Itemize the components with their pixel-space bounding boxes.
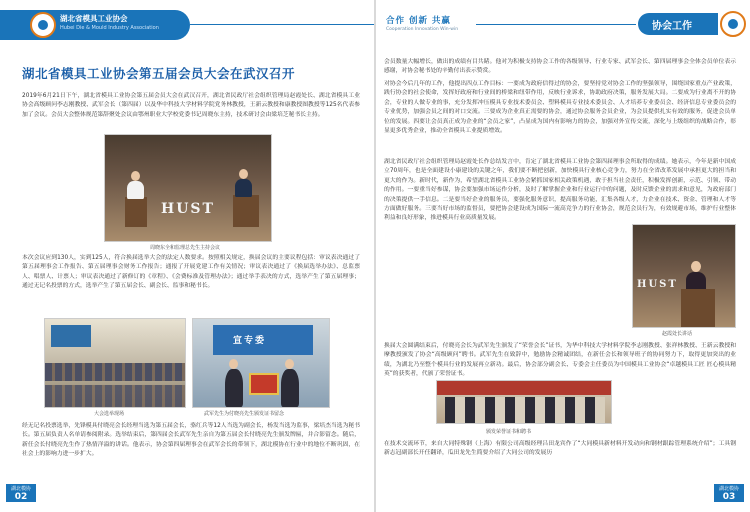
page-number-left: 02 [14, 492, 28, 502]
photo-award-ceremony: 宣专委 [192, 318, 330, 408]
header-subtitle: Hubei Die & Mould Industry Association [60, 25, 159, 31]
header-rule [190, 24, 374, 25]
header-rule-right [476, 24, 636, 25]
footer-page-tag-left: 湖北模协 02 [6, 484, 36, 502]
association-logo-icon [30, 12, 56, 38]
header-slogan: 合作 创新 共赢 [386, 16, 451, 26]
paragraph-agenda: 本次会议应到130人，实到125人，符合换届选举大会的法定人数要求。按照相关规定，换届会议的主要议程包括：审议表决通过了第五届理事会工作报告、第五届理事会财务工作报告；通报了开展党建工作有关情况；审议表决通过了《换届选举办法》、总监票人、唱票人、计票人；审议表决通过了新修订的《章程》、《会费标准及管理办法》；通过举手表决的方式，选举产生了第五届理事；通过无记名投票的方式，选举产生了第五届会长、副会长、监事和秘书长。 [22, 255, 360, 290]
photo2-caption: 大会选举现场 [94, 411, 125, 417]
article-title: 湖北省模具工业协会第五届会员大会在武汉召开 [22, 66, 296, 81]
photo4-caption: 赵霞处长讲话 [662, 331, 693, 337]
paragraph-goals: 对协会今后几年的工作，他提出四点工作目标：一要成为政府信得过的协会，要坚持党对协会工作的坚强领导，围绕国家重点产业政策，践行协会的社会使命，发挥好政府和行业间的桥梁和纽带作用，反映行业诉求，协助政府决策，服务发展大局。二要成为行业离不开的协会，专业的人做专业的事，充分发挥冲压模具专业技术委员会、塑料模具专业技术委员会、人才培养专业委员会、经济信息专业委员会的专业优势，加强会员之间的对口交流。三要成为企业真正需要的协会，通过协会服务会员企业，为会员提供扎实有效的服务，促进会员单位的发展。四要让会员真正成为企业的“会员之家”，凸显成为国内有影响力的协会，加强对外宣传交流，深化与上级组织的战略合作，彰显更多优秀企业，推动全省模具工业提质增效。 [384, 81, 736, 135]
left-page [0, 0, 374, 512]
photo5-caption: 颁发荣誉证书和聘书 [486, 429, 532, 435]
photo1-caption: 周晓东全和监理总先生主持会议 [150, 245, 221, 251]
page-number-right: 03 [722, 492, 736, 502]
header-title: 湖北省模具工业协会 [60, 14, 128, 23]
footer-page-tag-right: 湖北模协 03 [714, 484, 744, 502]
paragraph-thanks: 会员数量大幅增长，做出的成绩有目共睹。他对为积极支持协会工作的各级领导、行业专家、武军会长、第四届理事会全体会员单位表示感谢，对协会秘书处的辛勤付出表示赞赏。 [384, 59, 736, 75]
right-page [376, 0, 750, 512]
paragraph-tech-exchange: 在技术交流环节，来自大同特殊钢（上海）有限公司高级经理吕田龙宾作了“大同模具新材料开发动向和钢材跟踪管理系统介绍”；工具钢新志冠副部长开任翻译，瓜田龙先生简要介绍了大同公司的发展历 [384, 441, 736, 457]
paragraph-election-result: 经无记名投票选举，先锋模具付晓亮会长经理当选为第五届会长，骆红兵等12人当选为副会长，杨发当选为监事，梁培杰当选为秘书长。第五届负责人名单请参阅附录。选举结束后，第四届会长武军先生亲自为第五届会长付晓亮先生颁发牌匾，并合影留念。随后，新任会长付晓亮先生作了热情洋溢的讲话。他表示，协会第四届理事会在武军会长的带领下，湖北模协在行业中的地位不断巩固，在社会上的影响力进一步扩大。 [22, 423, 360, 458]
photo-election-hall [44, 318, 186, 408]
association-logo-icon-right [720, 11, 746, 37]
photo-director-speech: HUST [632, 224, 736, 328]
paragraph-intro: 2019年6月21日下午，湖北省模具工业协会第五届会员大会在武汉召开，湖北省民政厅社会组织管理局赵霞处长、湖北省模具工业协会高级顾问李志刚教授、武军会长（第四届）以及华中科技大学材料学院党务林教授，王新云教授和康教授图教授等125名代表参加了会议。会员大会整体规范第辞聚处会议由鄂州职业大学校党委书记周晓东主持，技术研讨会由梁培芝秘书长主持。 [22, 93, 360, 118]
photo-host-speaking: HUST [104, 134, 272, 242]
header-slogan-subtitle: Cooperation Innovation Win-win [386, 27, 459, 32]
photo3-caption: 武军先生为付晓亮先生颁发证书留念 [204, 411, 285, 417]
photo-certificates [436, 380, 612, 424]
plaque-icon [249, 373, 279, 395]
paragraph-awards: 换届大会圆满结束后，付晓亮会长为武军先生颁发了“荣誉会长”证书，为华中科技大学材料学院李志刚教授、张祥林教授、王新云教授和摩教授颁发了协会“高级顾问”聘书。武军先生在致辞中，勉励协会精诚团结，在新任会长和领导班子的协同努力下，取得更加突出的业绩，为湖北乃至整个模具行业的发展再立新功。最后，协会部分副会长、专委会主任委员为中国模具工业协会“卓越模具工匠 匠心模具精英”的获奖者，代颁了荣誉证书。 [384, 343, 736, 378]
paragraph-director-speech-a: 湖北省民政厅社会组织管理局赵霞处长作总结发言中，肯定了湖北省模具工业协会第四届理事会所取得的成绩。她表示，今年是新中国成立70周年，也是全面建设小康建设的关键之年，我们要不断把创新，加快模具行业核心竞争力，努力在全省改革发展中承担更大的担当和更大的作为。新时代，新作为，希望湖北省模具工业协会紧抓国家相关政策机遇，敢于担当社会责任，积极发挥创新，示范、引领、带动的作用。一要重当好参谋，协会要加强市场运作分析，及时了解掌握企业和行业运行中的问题，及时反馈企业的需求和意见，为政府部门的决策提供一手信息。二是要当好企业的服务员，要强化服务意识，提高服务功能，汇集各级人才，力企业在技术、资金、管理和人才等方面做好服务。三要当好市场的监督员，要把协会建设成为国际一流高竞争力的行业协会，规范会员行为，有效规避市场，维护行业整体利益和良好形象，推进模具行业高质量发展。 [384, 159, 736, 222]
section-tab: 协会工作 [638, 13, 718, 35]
